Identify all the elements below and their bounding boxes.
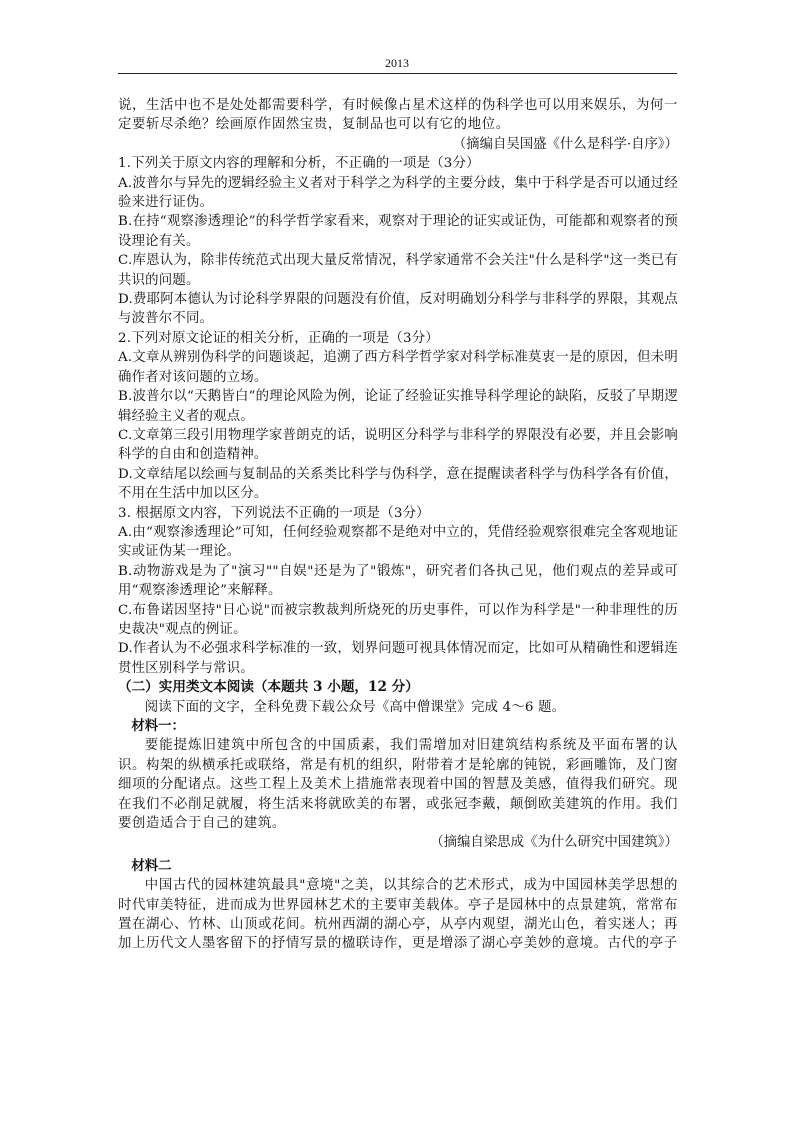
option-c: C.库恩认为，除非传统范式出现大量反常情况，科学家通常不会关注"什么是科学"这一类已有共识的问题。 [118,253,678,288]
option-d: D.文章结尾以绘画与复制品的关系类比科学与伪科学，意在提醒读者科学与伪科学各有价值，不用在生活中加以区分。 [118,466,678,502]
material-2-text: 中国古代的园林建筑最具"意境"之美，以其综合的艺术形式，成为中国园林美学思想的时代审美特征，进而成为世界园林艺术的主要审美载体。亭子是园林中的点景建筑，常常布置在湖心、竹林、山顶或花间。杭州西湖的湖心亭，从亭内观望，湖光山色，着实迷人；再加上历代文人墨客留下的抒情写景的楹联诗作，更是增添了湖心亭美妙的意境。古代的亭子 [118,878,678,952]
option-c: C.文章第三段引用物理学家普朗克的话，说明区分科学与非科学的界限没有必要，并且会影响科学的自由和创造精神。 [118,427,678,463]
section-intro: 阅读下面的文字，全科免费下载公众号《高中僧课堂》完成 4～6 题。 [144,699,566,715]
option-b: B.在持“观察渗透理论”的科学哲学家看来，观察对于理论的证实或证伪，可能都和观察者的预设理论有关。 [118,214,678,249]
passage-tail: 说，生活中也不是处处都需要科学，有时候像占星术这样的伪科学也可以用来娱乐，为何一定要斩尽杀绝？绘画原作固然宝贵，复制品也可以有它的地位。 [118,98,678,133]
material-1-text: 要能提炼旧建筑中所包含的中国质素，我们需增加对旧建筑结构系统及平面布署的认识。构架的纵横承托或联络，常是有机的组织，附带着才是轮廓的钝锐，彩画雕饰，及门窗细项的分配诸点。这些工程上及美术上措施常表现着中国的智慧及美感，值得我们研究。现在我们不必削足就履，将生活来将就欧美的布署，或张冠李戴，颠倒欧美建筑的作用。我们要创造适合于自己的建筑。 [118,738,678,832]
page-content [118,96,678,954]
material-2-label: 材料二 [131,857,172,874]
option-a: A.由“观察渗透理论”可知，任何经验观察都不是绝对中立的，凭借经验观察很难完全客观地证实或证伪某一理论。 [118,524,678,560]
option-c: C.布鲁诺因坚持"日心说"而被宗教裁判所烧死的历史事件，可以作为科学是"一种非理性的历史裁决"观点的例证。 [118,602,678,637]
section-title: （二）实用类文本阅读（本题共 3 小题，12 分） [118,679,419,696]
option-a: A.波普尔与异先的逻辑经验主义者对于科学之为科学的主要分歧，集中于科学是否可以通过经验来进行证伪。 [118,175,678,211]
question-stem: 1.下列关于原文内容的理解和分析，不正确的一项是（3分） [118,156,480,172]
question-stem: 3. 根据原文内容，下列说法不正确的一项是（3分） [118,505,430,521]
option-d: D.作者认为不必强求科学标准的一致，划界问题可视具体情况而定，比如可从精确性和逻辑连贯性区别科学与常识。 [118,641,678,676]
page-number: 2013 [385,56,409,70]
option-a: A.文章从辨别伪科学的问题谈起，追溯了西方科学哲学家对科学标准莫衷一是的原因，但未明确作者对该问题的立场。 [118,350,678,385]
header-rule [118,73,677,74]
material-1-label: 材料一： [131,718,185,734]
passage-source: （摘编自吴国盛《什么是科学·自序》） [452,136,678,152]
option-b: B.波普尔以“天鹅皆白”的理论风险为例，论证了经验证实推导科学理论的缺陷，反驳了早期逻辑经验主义者的观点。 [118,389,678,424]
material-1-source: （摘编自梁思成《为什么研究中国建筑》） [430,835,678,851]
question-1 [118,154,678,329]
option-b: B.动物游戏是为了"演习""自娱"还是为了"锻炼"，研究者们各执己见，他们观点的差异或可用“观察渗透理论”来解释。 [118,563,678,599]
question-2 [118,329,678,504]
question-3 [118,504,678,679]
question-stem: 2.下列对原文论证的相关分析，正确的一项是（3分） [118,330,439,346]
option-d: D.费耶阿本德认为讨论科学界限的问题没有价值，反对明确划分科学与非科学的界限，其观点与波普尔不同。 [118,292,678,327]
